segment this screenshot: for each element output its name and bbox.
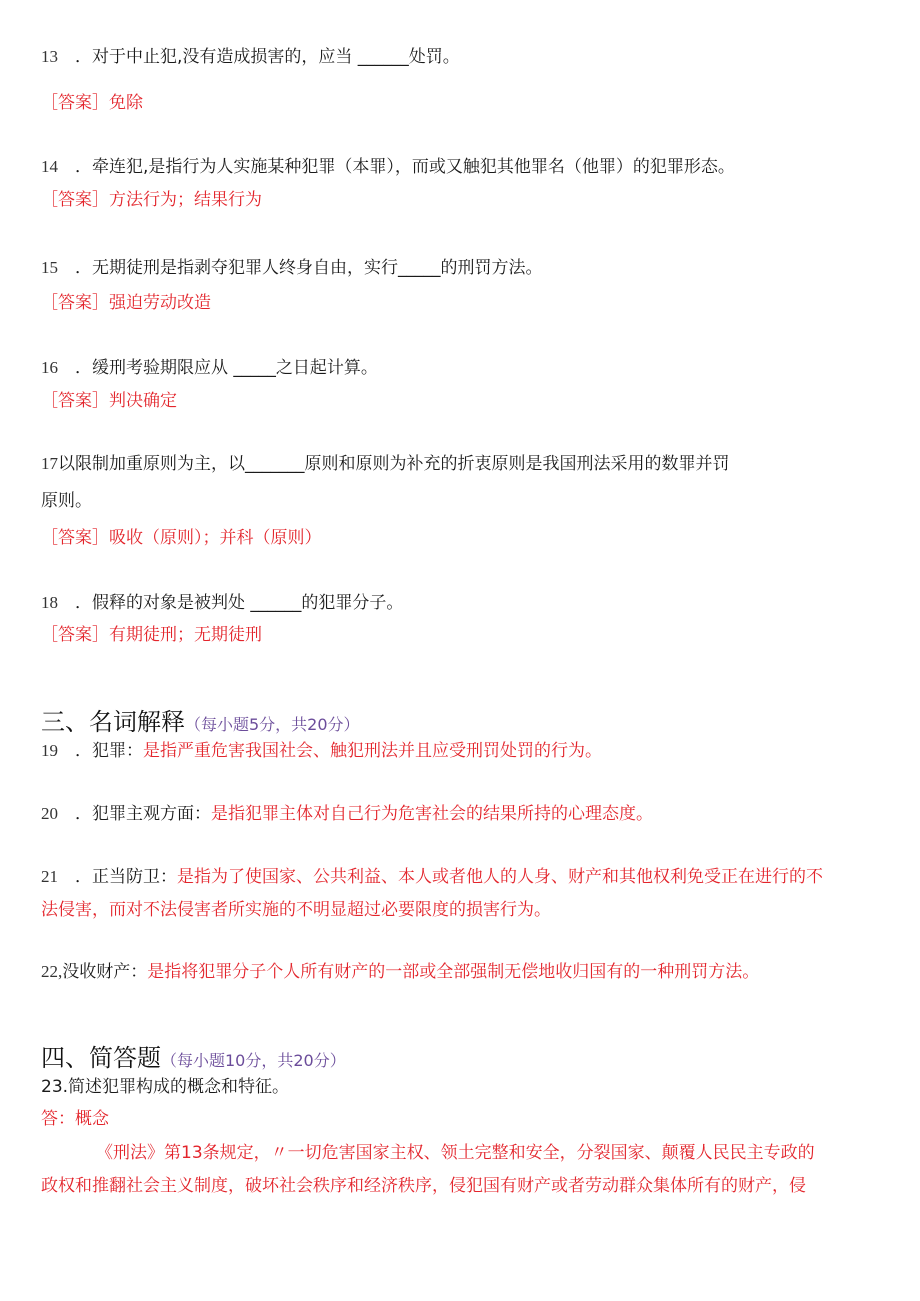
question-17 (41, 453, 730, 475)
question-16 (41, 357, 378, 379)
section-4-heading (41, 1038, 346, 1073)
question-number: 14 (41, 157, 58, 176)
answer-13: ［答案］免除 (41, 93, 143, 113)
term-label: 没收财产： (62, 962, 148, 982)
answer-16: ［答案］判决确定 (41, 391, 177, 411)
question-text: ．缓刑考验期限应从 _____之日起计算。 (75, 358, 378, 378)
question-number: 17 (41, 454, 58, 473)
question-number: 18 (41, 593, 58, 612)
term-number: 20 (41, 804, 58, 823)
answer-15: ［答案］强迫劳动改造 (41, 293, 211, 313)
section-3-heading (41, 702, 360, 737)
question-13 (41, 46, 460, 68)
answer-14: ［答案］方法行为；结果行为 (41, 190, 262, 210)
question-text: ．牵连犯,是指行为人实施某种犯罪（本罪），而或又触犯其他罪名（他罪）的犯罪形态。 (75, 157, 735, 177)
section-note: （每小题10分，共20分） (161, 1051, 346, 1070)
term-label: ．正当防卫： (75, 867, 177, 887)
term-number: 19 (41, 741, 58, 760)
term-20 (41, 803, 653, 825)
question-text: ．假释的对象是被判处 ______的犯罪分子。 (75, 593, 404, 613)
question-14 (41, 156, 735, 178)
term-number: 22, (41, 962, 63, 981)
answer-18: ［答案］有期徒刑；无期徒刑 (41, 625, 262, 645)
term-definition: 是指犯罪主体对自己行为危害社会的结果所持的心理态度。 (211, 804, 653, 824)
answer-paragraph-line-1: 《刑法》第13条规定，〃一切危害国家主权、领土完整和安全，分裂国家、颠覆人民民主专政的 (96, 1143, 815, 1163)
answer-label: 答：概念 (41, 1109, 109, 1129)
question-number: 16 (41, 358, 58, 377)
answer-paragraph-line-2: 政权和推翻社会主义制度，破坏社会秩序和经济秩序，侵犯国有财产或者劳动群众集体所有的财产，侵 (41, 1176, 806, 1196)
section-title: 三、名词解释 (41, 708, 185, 736)
term-definition: 是指为了使国家、公共利益、本人或者他人的人身、财产和其他权利免受正在进行的不 (177, 867, 823, 887)
question-number: 15 (41, 258, 58, 277)
question-23: 23.简述犯罪构成的概念和特征。 (41, 1077, 290, 1097)
question-text: 以限制加重原则为主，以_______原则和原则为补充的折衷原则是我国刑法采用的数罪并罚 (58, 454, 730, 474)
question-17-cont: 原则。 (41, 491, 92, 511)
term-definition: 是指将犯罪分子个人所有财产的一部或全部强制无偿地收归国有的一种刑罚方法。 (147, 962, 760, 982)
section-title: 四、简答题 (41, 1044, 161, 1072)
question-18 (41, 592, 403, 614)
answer-17: ［答案］吸收（原则）；并科（原则） (41, 528, 322, 548)
term-label: ．犯罪： (75, 741, 143, 761)
term-number: 21 (41, 867, 58, 886)
term-19 (41, 740, 602, 762)
question-text: ．对于中止犯,没有造成损害的，应当 ______处罚。 (75, 47, 460, 67)
term-label: ．犯罪主观方面： (75, 804, 211, 824)
question-text: ．无期徒刑是指剥夺犯罪人终身自由，实行_____的刑罚方法。 (75, 258, 543, 278)
term-21-cont: 法侵害，而对不法侵害者所实施的不明显超过必要限度的损害行为。 (41, 900, 551, 920)
section-note: （每小题5分，共20分） (185, 715, 360, 734)
question-number: 13 (41, 47, 58, 66)
term-21 (41, 866, 823, 888)
question-15 (41, 257, 543, 279)
term-22 (41, 961, 759, 983)
term-definition: 是指严重危害我国社会、触犯刑法并且应受刑罚处罚的行为。 (143, 741, 602, 761)
